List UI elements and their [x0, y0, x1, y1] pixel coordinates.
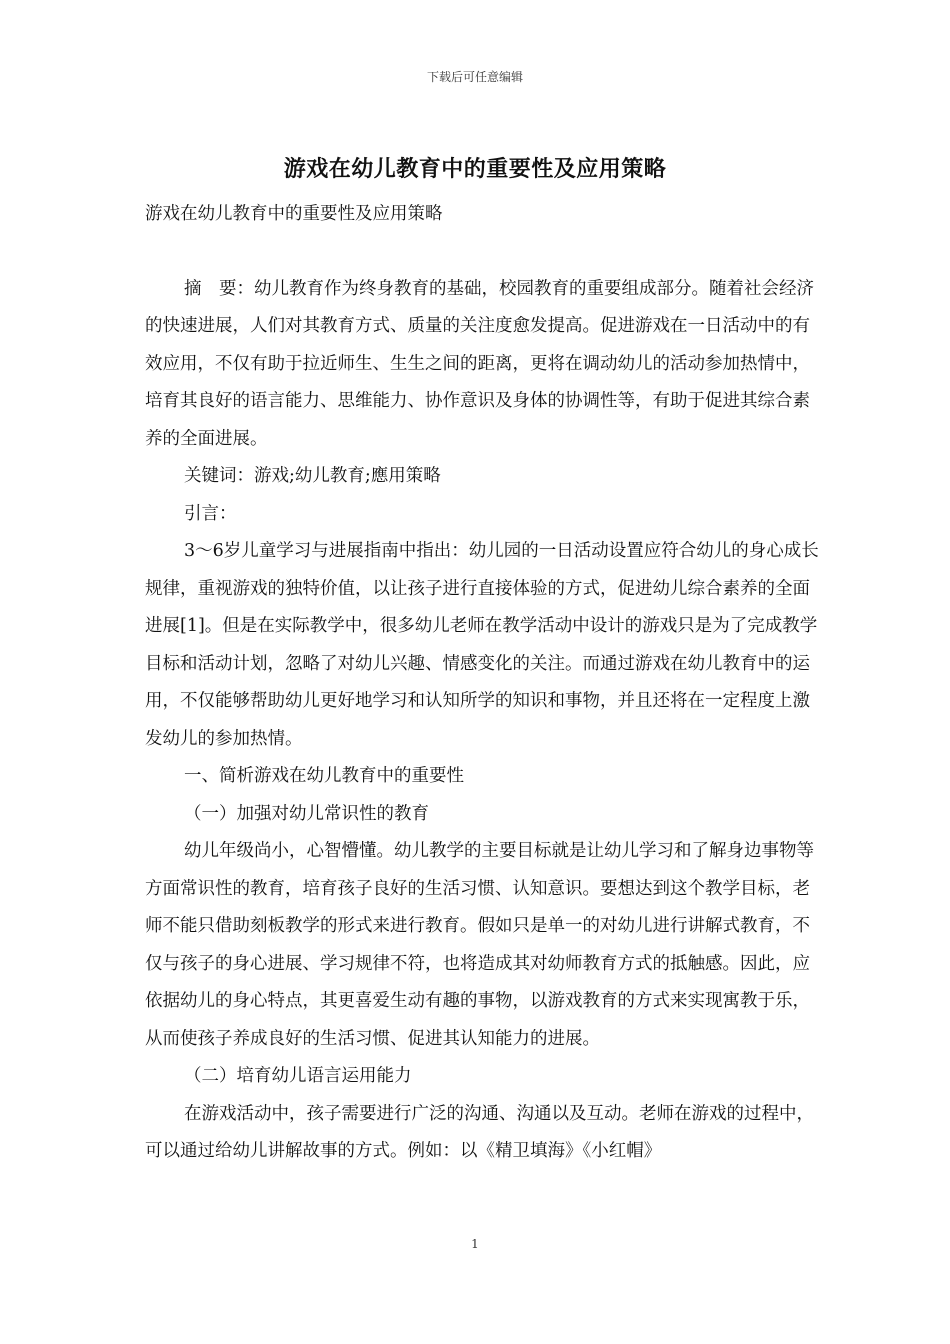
- subsection-heading-1: （一）加强对幼儿常识性的教育: [184, 803, 429, 824]
- document-body: [145, 196, 825, 1171]
- keywords-line: 关键词：游戏;幼儿教育;應用策略: [184, 466, 441, 486]
- introduction-heading: 引言：: [184, 503, 237, 524]
- document-title: 游戏在幼儿教育中的重要性及应用策略: [283, 156, 667, 182]
- page-number: 1: [471, 1237, 479, 1251]
- section-heading-1: 一、简析游戏在幼儿教育中的重要性: [184, 766, 464, 786]
- blank-line: [145, 234, 825, 271]
- subsection-heading-2: （二）培育幼儿语言运用能力: [184, 1066, 412, 1086]
- page-header: 下载后可任意编辑: [426, 70, 523, 84]
- introduction-paragraph: 3～6岁儿童学习与进展指南中指出：幼儿园的一日活动设置应符合幼儿的身心成长规律，重视游戏的独特价值，以让孩子进行直接体验的方式，促进幼儿综合素养的全面进展[1]。但是在实际教学中，很多幼儿老师在教学活动中设计的游戏只是为了完成教学目标和活动计划，忽略了对幼儿兴趣、情感变化的关注。而通过游戏在幼儿教育中的运用，不仅能够帮助幼儿更好地学习和认知所学的知识和事物，并且还将在一定程度上激发幼儿的参加热情。: [145, 541, 819, 749]
- abstract-paragraph: 摘 要：幼儿教育作为终身教育的基础，校园教育的重要组成部分。随着社会经济的快速进展，人们对其教育方式、质量的关注度愈发提高。促进游戏在一日活动中的有效应用，不仅有助于拉近师生、生生之间的距离，更将在调动幼儿的活动参加热情中，培育其良好的语言能力、思维能力、协作意识及身体的协调性等，有助于促进其综合素养的全面进展。: [145, 278, 814, 449]
- body-paragraph: 在游戏活动中，孩子需要进行广泛的沟通、沟通以及互动。老师在游戏的过程中，可以通过给幼儿讲解故事的方式。例如：以《精卫填海》《小红帽》: [145, 1103, 814, 1161]
- body-paragraph: 幼儿年级尚小，心智懵懂。幼儿教学的主要目标就是让幼儿学习和了解身边事物等方面常识性的教育，培育孩子良好的生活习惯、认知意识。要想达到这个教学目标，老师不能只借助刻板教学的形式来进行教育。假如只是单一的对幼儿进行讲解式教育，不仅与孩子的身心进展、学习规律不符，也将造成其对幼师教育方式的抵触感。因此，应依据幼儿的身心特点，其更喜爱生动有趣的事物，以游戏教育的方式来实现寓教于乐，从而使孩子养成良好的生活习惯、促进其认知能力的进展。: [145, 841, 814, 1049]
- document-subtitle: 游戏在幼儿教育中的重要性及应用策略: [145, 204, 443, 224]
